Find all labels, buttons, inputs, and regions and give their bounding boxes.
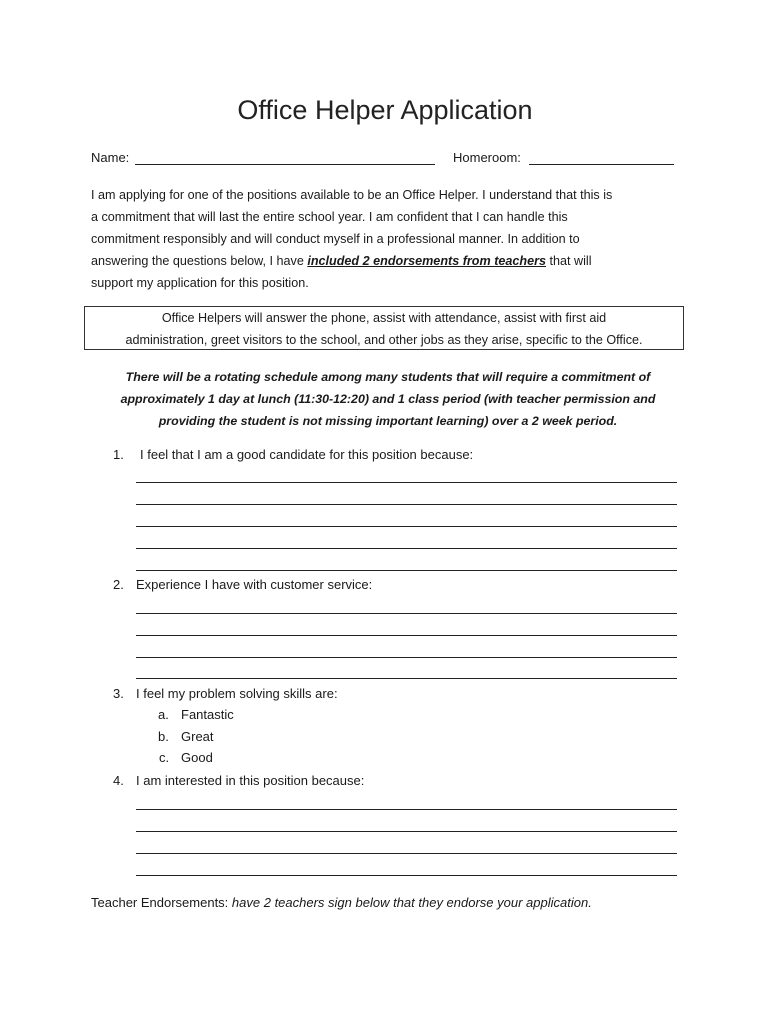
question-number: 2. [113,577,124,592]
answer-line[interactable] [136,613,677,614]
endorsement-emphasis: included 2 endorsements from teachers [307,254,546,268]
duties-line: administration, greet visitors to the school, and other jobs as they arise, specific to the Office. [125,333,643,347]
endorsements-label: Teacher Endorsements: [91,895,229,910]
homeroom-field[interactable] [529,164,674,165]
option-letter: c. [159,750,170,765]
intro-line: a commitment that will last the entire school year. I am confident that I can handle this [91,210,568,224]
page-title: Office Helper Application [237,95,533,125]
schedule-line: approximately 1 day at lunch (11:30-12:20) and 1 class period (with teacher permission and [120,392,656,406]
question-text: Experience I have with customer service: [136,577,373,592]
intro-text: that will [546,254,592,268]
schedule-note [90,366,686,432]
intro-line: support my application for this position. [91,276,309,290]
intro-line: commitment responsibly and will conduct myself in a professional manner. In addition to [91,232,580,246]
question-text: I feel my problem solving skills are: [136,686,338,701]
option-letter: b. [158,729,169,744]
question-number: 3. [113,686,124,701]
question-text: I feel that I am a good candidate for this position because: [140,447,474,462]
name-label: Name: [91,150,130,165]
teacher-endorsements [91,895,592,910]
question-text: I am interested in this position because: [136,773,365,788]
answer-line[interactable] [136,635,677,636]
answer-line[interactable] [136,875,677,876]
answer-line[interactable] [136,548,677,549]
intro-line: I am applying for one of the positions available to be an Office Helper. I understand that this is [91,188,613,202]
answer-line[interactable] [136,831,677,832]
intro-paragraph [91,184,691,294]
answer-line[interactable] [136,678,677,679]
schedule-line: There will be a rotating schedule among many students that will require a commitment of [125,370,651,384]
endorsements-instruction: have 2 teachers sign below that they endorse your application. [231,895,592,910]
schedule-line: providing the student is not missing important learning) over a 2 week period. [158,414,618,428]
name-field[interactable] [135,164,435,165]
answer-line[interactable] [136,853,677,854]
answer-line[interactable] [136,482,677,483]
intro-line [91,250,691,272]
answer-line[interactable] [136,657,677,658]
option-good[interactable]: Good [181,750,213,765]
answer-line[interactable] [136,526,677,527]
option-fantastic[interactable]: Fantastic [181,707,234,722]
option-great[interactable]: Great [181,729,214,744]
option-letter: a. [158,707,169,722]
answer-line[interactable] [136,570,677,571]
intro-text: answering the questions below, I have [91,254,308,268]
question-number: 4. [113,773,124,788]
question-number: 1. [113,447,124,462]
answer-line[interactable] [136,504,677,505]
answer-line[interactable] [136,809,677,810]
duties-line: Office Helpers will answer the phone, assist with attendance, assist with first aid [161,311,607,325]
duties-box [84,306,684,350]
homeroom-label: Homeroom: [453,150,521,165]
